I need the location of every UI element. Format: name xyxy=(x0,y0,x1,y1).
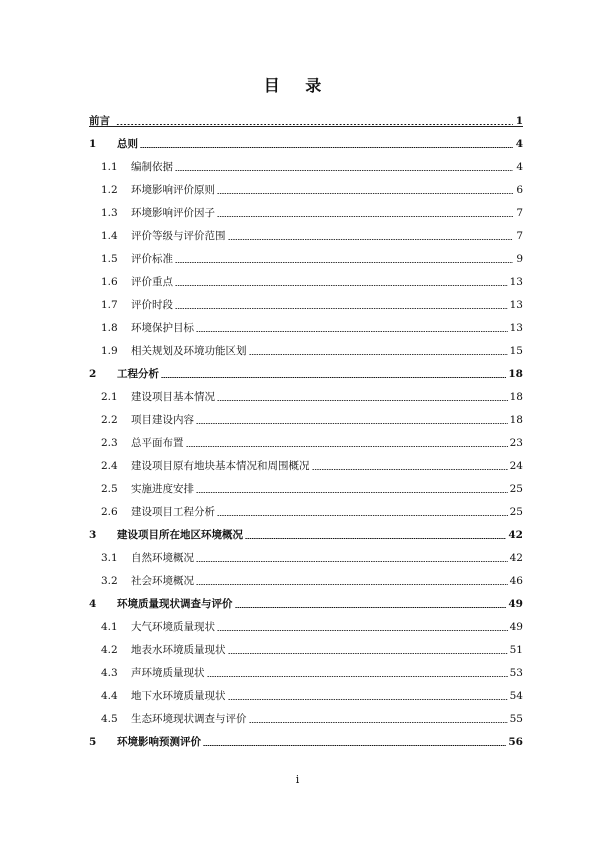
toc-entry-page: 55 xyxy=(509,713,523,725)
toc-entry[interactable] xyxy=(89,337,523,360)
toc-entry-page: 13 xyxy=(509,322,523,334)
toc-entry-number: 4.3 xyxy=(101,667,118,679)
toc-entry-page: 54 xyxy=(509,690,523,702)
dot-leader xyxy=(196,584,508,585)
dot-leader xyxy=(175,285,508,286)
toc-entry-page: 42 xyxy=(508,529,523,541)
dot-leader xyxy=(217,400,508,401)
toc-entry-page: 53 xyxy=(509,667,523,679)
dot-leader xyxy=(140,147,513,148)
toc-entry[interactable] xyxy=(89,521,523,544)
toc-entry-label: 地表水环境质量现状 xyxy=(131,644,226,656)
toc-entry-label: 建设项目工程分析 xyxy=(131,506,215,518)
toc-entry[interactable] xyxy=(89,153,523,176)
dot-leader xyxy=(228,653,508,654)
toc-entry[interactable] xyxy=(89,613,523,636)
dot-leader xyxy=(228,239,514,240)
dot-leader xyxy=(203,745,506,746)
toc-entry-page: 1 xyxy=(515,115,523,127)
toc-entry-label: 自然环境概况 xyxy=(131,552,194,564)
toc-entry[interactable] xyxy=(89,107,523,130)
toc-entry[interactable] xyxy=(89,291,523,314)
toc-entry-page: 13 xyxy=(509,299,523,311)
toc-entry-number: 1.8 xyxy=(101,322,118,334)
dot-leader xyxy=(235,607,507,608)
toc-entry[interactable] xyxy=(89,475,523,498)
toc-entry-page: 4 xyxy=(516,161,523,173)
toc-entry-label: 环境影响预测评价 xyxy=(117,736,201,748)
toc-entry-label: 地下水环境质量现状 xyxy=(131,690,226,702)
toc-entry-label: 前言 xyxy=(89,115,110,127)
dot-leader xyxy=(196,492,508,493)
toc-entry-page: 18 xyxy=(509,414,523,426)
toc-entry-number: 1.7 xyxy=(101,299,118,311)
toc-entry-label: 建设项目所在地区环境概况 xyxy=(117,529,243,541)
toc-entry[interactable] xyxy=(89,314,523,337)
toc-entry-number: 4.4 xyxy=(101,690,118,702)
toc-entry-number: 1.9 xyxy=(101,345,118,357)
toc-entry-number: 2.5 xyxy=(101,483,118,495)
toc-entry-number: 3 xyxy=(89,529,97,541)
dot-leader xyxy=(217,515,508,516)
toc-entry-number: 1 xyxy=(89,138,97,150)
toc-entry[interactable] xyxy=(89,728,523,751)
toc-entry[interactable] xyxy=(89,705,523,728)
toc-entry-page: 7 xyxy=(516,230,523,242)
toc-entry[interactable] xyxy=(89,498,523,521)
toc-entry-page: 46 xyxy=(509,575,523,587)
toc-entry-page: 13 xyxy=(509,276,523,288)
toc-entry-label: 环境质量现状调查与评价 xyxy=(117,598,233,610)
toc-entry-page: 6 xyxy=(516,184,523,196)
toc-entry[interactable] xyxy=(89,544,523,567)
dot-leader xyxy=(207,676,508,677)
toc-entry[interactable] xyxy=(89,383,523,406)
table-of-contents xyxy=(89,107,523,751)
toc-entry-label: 实施进度安排 xyxy=(131,483,194,495)
toc-entry[interactable] xyxy=(89,130,523,153)
dot-leader xyxy=(161,377,506,378)
toc-entry-page: 9 xyxy=(516,253,523,265)
toc-entry[interactable] xyxy=(89,659,523,682)
toc-entry-page: 42 xyxy=(509,552,523,564)
toc-title: 目 录 xyxy=(263,76,332,95)
toc-entry[interactable] xyxy=(89,176,523,199)
toc-entry[interactable] xyxy=(89,199,523,222)
toc-entry-page: 18 xyxy=(509,391,523,403)
dot-leader xyxy=(175,262,513,263)
toc-entry-label: 生态环境现状调查与评价 xyxy=(131,713,247,725)
toc-entry-label: 大气环境质量现状 xyxy=(131,621,215,633)
dot-leader xyxy=(116,124,513,125)
toc-entry-number: 2.6 xyxy=(101,506,118,518)
toc-entry-page: 25 xyxy=(509,483,523,495)
dot-leader xyxy=(249,722,508,723)
dot-leader xyxy=(196,561,508,562)
dot-leader xyxy=(228,699,508,700)
toc-entry-label: 环境影响评价原则 xyxy=(131,184,215,196)
toc-entry-label: 建设项目原有地块基本情况和周围概况 xyxy=(131,460,310,472)
toc-entry-page: 18 xyxy=(508,368,523,380)
dot-leader xyxy=(196,423,508,424)
toc-entry-label: 环境影响评价因子 xyxy=(131,207,215,219)
toc-entry-label: 评价等级与评价范围 xyxy=(131,230,226,242)
toc-entry[interactable] xyxy=(89,222,523,245)
toc-entry[interactable] xyxy=(89,567,523,590)
toc-entry-number: 4.1 xyxy=(101,621,118,633)
toc-entry-label: 环境保护目标 xyxy=(131,322,194,334)
toc-entry-label: 工程分析 xyxy=(117,368,159,380)
toc-entry-label: 总平面布置 xyxy=(131,437,184,449)
toc-entry-page: 7 xyxy=(516,207,523,219)
toc-entry-label: 声环境质量现状 xyxy=(131,667,205,679)
toc-entry-page: 15 xyxy=(509,345,523,357)
toc-entry[interactable] xyxy=(89,452,523,475)
toc-entry-page: 23 xyxy=(509,437,523,449)
dot-leader xyxy=(249,354,508,355)
toc-entry-page: 25 xyxy=(509,506,523,518)
toc-entry-number: 4 xyxy=(89,598,97,610)
toc-entry-page: 4 xyxy=(515,138,523,150)
dot-leader xyxy=(196,331,508,332)
toc-entry-number: 2.1 xyxy=(101,391,118,403)
toc-entry-number: 1.6 xyxy=(101,276,118,288)
dot-leader xyxy=(245,538,506,539)
toc-entry-label: 相关规划及环境功能区划 xyxy=(131,345,247,357)
toc-entry-label: 评价重点 xyxy=(131,276,173,288)
toc-entry-label: 编制依据 xyxy=(131,161,173,173)
toc-entry-label: 评价时段 xyxy=(131,299,173,311)
dot-leader xyxy=(175,170,513,171)
toc-entry-label: 项目建设内容 xyxy=(131,414,194,426)
toc-entry-number: 4.2 xyxy=(101,644,118,656)
toc-entry[interactable] xyxy=(89,360,523,383)
toc-entry-number: 4.5 xyxy=(101,713,118,725)
page-number: i xyxy=(295,773,300,786)
toc-entry-number: 3.1 xyxy=(101,552,118,564)
toc-entry[interactable] xyxy=(89,429,523,452)
toc-entry-number: 2 xyxy=(89,368,97,380)
toc-entry[interactable] xyxy=(89,636,523,659)
dot-leader xyxy=(217,216,513,217)
toc-entry-label: 建设项目基本情况 xyxy=(131,391,215,403)
toc-entry-page: 56 xyxy=(508,736,523,748)
toc-entry-page: 24 xyxy=(509,460,523,472)
toc-entry-page: 49 xyxy=(509,621,523,633)
toc-entry-number: 1.2 xyxy=(101,184,118,196)
toc-entry-number: 3.2 xyxy=(101,575,118,587)
toc-entry-number: 1.1 xyxy=(101,161,118,173)
toc-entry[interactable] xyxy=(89,590,523,613)
dot-leader xyxy=(186,446,508,447)
dot-leader xyxy=(217,193,513,194)
toc-entry[interactable] xyxy=(89,682,523,705)
dot-leader xyxy=(312,469,508,470)
toc-entry-number: 2.2 xyxy=(101,414,118,426)
toc-entry-page: 51 xyxy=(509,644,523,656)
toc-entry[interactable] xyxy=(89,245,523,268)
toc-entry-number: 2.3 xyxy=(101,437,118,449)
toc-entry[interactable] xyxy=(89,268,523,291)
toc-entry-label: 总则 xyxy=(117,138,138,150)
toc-entry-number: 2.4 xyxy=(101,460,118,472)
toc-entry-page: 49 xyxy=(508,598,523,610)
toc-entry-number: 5 xyxy=(89,736,97,748)
toc-entry-number: 1.4 xyxy=(101,230,118,242)
dot-leader xyxy=(217,630,508,631)
toc-entry[interactable] xyxy=(89,406,523,429)
toc-entry-label: 评价标准 xyxy=(131,253,173,265)
toc-entry-number: 1.5 xyxy=(101,253,118,265)
toc-entry-number: 1.3 xyxy=(101,207,118,219)
dot-leader xyxy=(175,308,508,309)
toc-entry-label: 社会环境概况 xyxy=(131,575,194,587)
